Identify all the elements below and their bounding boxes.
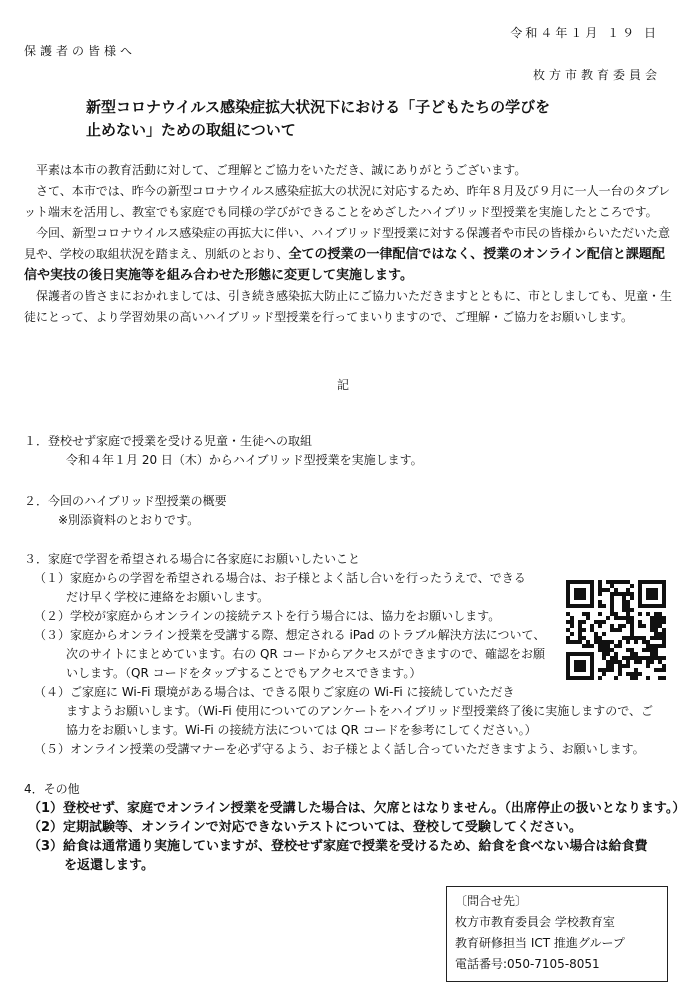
document-title [86, 96, 550, 142]
section-3-list [24, 569, 653, 759]
list-item-line: いします。（QR コードをタップすることでもアクセスできます。） [66, 666, 422, 680]
section-1-body: 令和４年１月 20 日（木）からハイブリッド型授業を実施します。 [66, 453, 423, 467]
contact-box [446, 886, 668, 982]
intro-paragraph-4: 保護者の皆さまにおかれましては、引き続き感染拡大防止にご協力いただきますとともに、市としましても、児童・生徒にとって、より学習効果の高いハイブリッド型授業を行ってまいりますので、ご理解・ご協力をお願いします。 [24, 289, 673, 324]
section-1 [24, 432, 423, 470]
section-4-title: 4．その他 [24, 782, 80, 796]
title-line-1: 新型コロナウイルス感染症拡大状況下における「子どもたちの学びを [86, 98, 551, 116]
intro-paragraph-3-emphasis: 全ての授業の一律配信ではなく、授業のオンライン配信と課題配信や実技の後日実施等を組み合わせた形態に変更して実施します。 [24, 247, 665, 283]
contact-title: 〔問合せ先〕 [455, 894, 528, 908]
list-item [34, 607, 653, 626]
intro-paragraphs [24, 160, 674, 328]
contact-phone: 電話番号:050-7105-8051 [455, 957, 600, 971]
list-item-line: （５）オンライン授業の受講マナーを必ず守るよう、お子様とよく話し合っていただきますよう、お願いします。 [34, 742, 645, 756]
section-2-body: ※別添資料のとおりです。 [58, 513, 200, 527]
addressee: 保護者の皆様へ [24, 44, 137, 58]
section-4 [24, 780, 80, 799]
list-item-line: 次のサイトにまとめています。右の QR コードからアクセスができますので、確認をお願 [66, 647, 546, 661]
section-3-title: ３．家庭で学習を希望される場合に各家庭にお願いしたいこと [24, 552, 361, 566]
section-1-title: １．登校せず家庭で授業を受ける児童・生徒への取組 [24, 434, 313, 448]
qr-code-icon[interactable] [566, 580, 666, 680]
list-item: （2）定期試験等、オンラインで対応できないテストについては、登校して受験してください。 [28, 820, 582, 835]
intro-paragraph-3-text: 今回、新型コロナウイルス感染症の再拡大に伴い、ハイブリッド型授業に対する保護者や市民の皆様からいただいた意見や、学校の取組状況を踏まえ、別紙のとおり、 [24, 226, 670, 261]
title-line-2: 止めない」ための取組について [86, 121, 296, 139]
section-2 [24, 492, 227, 530]
list-item [34, 569, 653, 607]
list-item: （3）給食は通常通り実施していますが、登校せず家庭で授業を受けるため、給食を食べない場合は給食費 [28, 839, 648, 854]
list-item-line: （２）学校が家庭からオンラインの接続テストを行う場合には、協力をお願いします。 [34, 609, 501, 623]
section-2-title: ２．今回のハイブリッド型授業の概要 [24, 494, 227, 508]
intro-paragraph-3 [24, 223, 674, 286]
list-item-line: 協力をお願いします。Wi-Fi の接続方法については QR コードを参考にしてください。） [66, 723, 537, 737]
list-item-line: だけ早く学校に連絡をお願いします。 [66, 590, 270, 604]
intro-paragraph-1: 平素は本市の教育活動に対して、ご理解とご協力をいただき、誠にありがとうございます。 [36, 163, 527, 177]
list-item-line: （３）家庭からオンライン授業を受講する際、想定される iPad のトラブル解決方法について、 [34, 628, 546, 642]
intro-paragraph-2: さて、本市では、昨今の新型コロナウイルス感染症拡大の状況に対応するため、昨年８月及び９月に一人一台のタブレット端末を活用し、教室でも家庭でも同様の学びができることをめざしたハイブリッド型授業を実施したところです。 [24, 184, 671, 219]
contact-group: 教育研修担当 ICT 推進グループ [455, 936, 625, 950]
list-item: を返還します。 [64, 858, 154, 873]
sender: 枚方市教育委員会 [532, 68, 661, 82]
list-item [34, 626, 653, 683]
list-item [34, 683, 653, 740]
document-date: 令和４年１月 １９ 日 [510, 26, 659, 40]
section-4-list [28, 799, 685, 875]
contact-office: 枚方市教育委員会 学校教育室 [455, 915, 615, 929]
list-item [34, 740, 653, 759]
list-item-line: （４）ご家庭に Wi-Fi 環境がある場合は、できる限りご家庭の Wi-Fi に接続していただき [34, 685, 515, 699]
list-item: （1）登校せず、家庭でオンライン授業を受講した場合は、欠席とはなりません。（出席停止の扱いとなります。） [28, 801, 686, 816]
list-item-line: （１）家庭からの学習を希望される場合は、お子様とよく話し合いを行ったうえで、できる [34, 571, 526, 585]
ki-heading: 記 [337, 378, 350, 392]
section-3 [24, 550, 653, 759]
list-item-line: ますようお願いします。（Wi-Fi 使用についてのアンケートをハイブリッド型授業終了後に実施しますので、ご [66, 704, 653, 718]
